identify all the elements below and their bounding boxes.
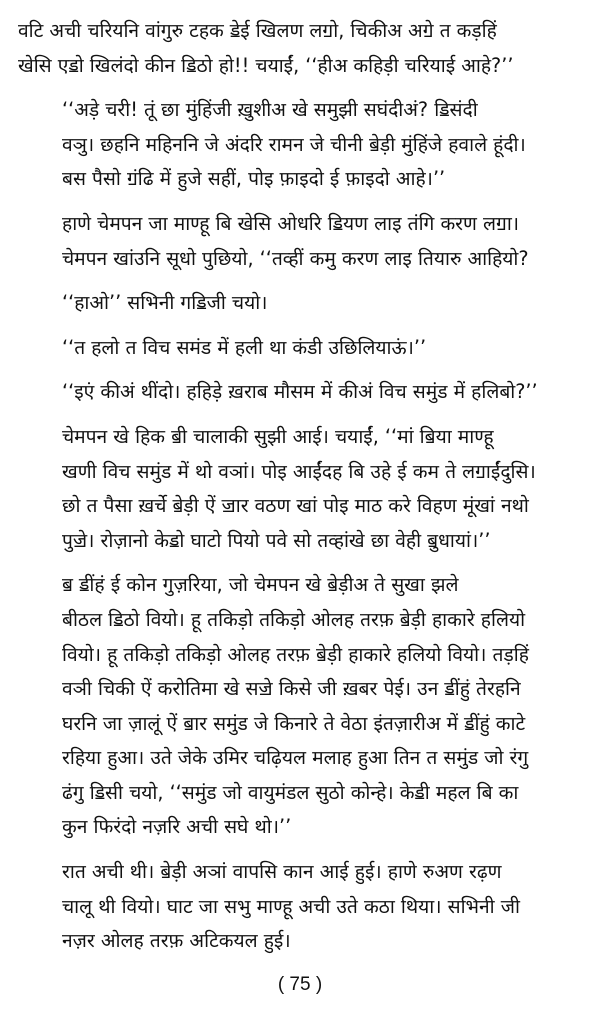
text-line: खेसि एॾो खिलंदो कीन ॾिठो हो!! चयाईं, ‘‘हीअ कहिड़ी चरियाई आहे?’’ <box>18 53 514 77</box>
page-number: ( 75 ) <box>277 974 323 995</box>
text-line: बीठल ॾिठो वियो। हू तकिड़ो तकिड़ो ओलह तरफ़ ॿेड़ी हाकारे हलियो <box>62 607 526 631</box>
text-line: कुन फिरंदो नज़रि अची सघे थो।’’ <box>62 815 292 839</box>
text-line: पुॼे। रोज़ानो केॾो घाटो पियो पवे सो तव्हांखे छा वेही ॿुधायां।’’ <box>62 528 491 552</box>
text-line: घरनि जा ज़ालूं ऐं ॿार समुंड जे किनारे ते वेठा इंतज़ारीअ में ॾींहुं काटे <box>62 711 526 735</box>
text-line: वियो। हू तकिड़ो तकिड़ो ओलह तरफ़ ॿेड़ी हाकारे हलियो वियो। तड़हिं <box>62 642 529 666</box>
text-line: नज़र ओलह तरफ़ अटिकयल हुई। <box>62 929 291 953</box>
text-line: रात अची थी। ॿेड़ी अञां वापसि कान आई हुई। हाणे रुअण रढ़ण <box>62 860 502 884</box>
text-line: ‘‘अड़े चरी! तूं छा मुंहिंजी ख़ुशीअ खे समुझी सघंदीअं? ॾिसंदी <box>62 98 478 122</box>
text-line: वटि अची चरियनि वांगुरु टहक ॾेई खिलण लॻो, चिकीअ अॻे त कड़हिं <box>18 19 497 42</box>
text-line: रहिया हुआ। उते जेके उमिर चढ़ियल मलाह हुआ तिन त समुंड जो रंगु <box>62 746 529 770</box>
text-line: चालू थी वियो। घाट जा सभु माण्हू अची उते कठा थिया। सभिनी जी <box>62 894 520 918</box>
text-line: हाणे चेमपन जा माण्हू बि खेसि ओधरि ॾियण लाइ तंगि करण लॻा। <box>62 211 520 235</box>
paragraph <box>18 420 584 558</box>
text-line: वञी चिकी ऐं करोतिमा खे सॼे किसे जी ख़बर पेई। उन ॾींहुं तेरहनि <box>62 677 521 701</box>
text-line: बस पैसो ॻंढि में हुजे सहीं, पोइ फ़ाइदो ई फ़ाइदो आहे।’’ <box>62 167 446 191</box>
paragraph <box>18 286 584 321</box>
text-line: ‘‘त हलो त विच समंड में हली था कंडी उछिलियाऊं।’’ <box>62 335 427 359</box>
paragraph <box>18 331 584 366</box>
text-line: ‘‘इएं कीअं थींदो। हहिड़े ख़राब मौसम में कीअं विच समुंड में हलिबो?’’ <box>62 380 538 404</box>
text-body <box>18 14 584 959</box>
text-line: चेमपन खांउनि सूधो पुछियो, ‘‘तव्हीं कमु करण लाइ तियारु आहियो? <box>62 246 529 270</box>
text-line: चेमपन खे हिक ॿी चालाकी सुझी आई। चयाईं, ‘‘मां ॿिया माण्हू <box>62 424 494 448</box>
paragraph <box>18 207 584 276</box>
text-line: ॿ ॾींहं ई कोन गुज़रिया, जो चेमपन खे ॿेड़ीअ ते सुखा झले <box>62 573 459 597</box>
text-line: ‘‘हाओ’’ सभिनी गॾिजी चयो। <box>62 291 268 315</box>
paragraph <box>18 855 584 959</box>
text-line: वञु। छहनि महिननि जे अंदरि रामन जे चीनी ॿेड़ी मुंहिंजे हवाले हूंदी। <box>62 132 526 156</box>
book-page <box>18 14 584 969</box>
text-line: ढंगु ॾिसी चयो, ‘‘समुंड जो वायुमंडल सुठो कोन्हे। केॾी महल बि का <box>62 780 519 804</box>
paragraph <box>18 375 584 410</box>
text-line: खणी विच समुंड में थो वञां। पोइ आईंदह बि उहे ई कम ते लॻाईंदुसि। <box>62 459 536 483</box>
paragraph <box>18 14 584 83</box>
paragraph <box>18 568 584 845</box>
text-line: छो त पैसा ख़र्चे ॿेड़ी ऐं ॼार वठण खां पोइ माठ करे विहण मूंखां नथो <box>62 494 529 518</box>
paragraph <box>18 93 584 197</box>
